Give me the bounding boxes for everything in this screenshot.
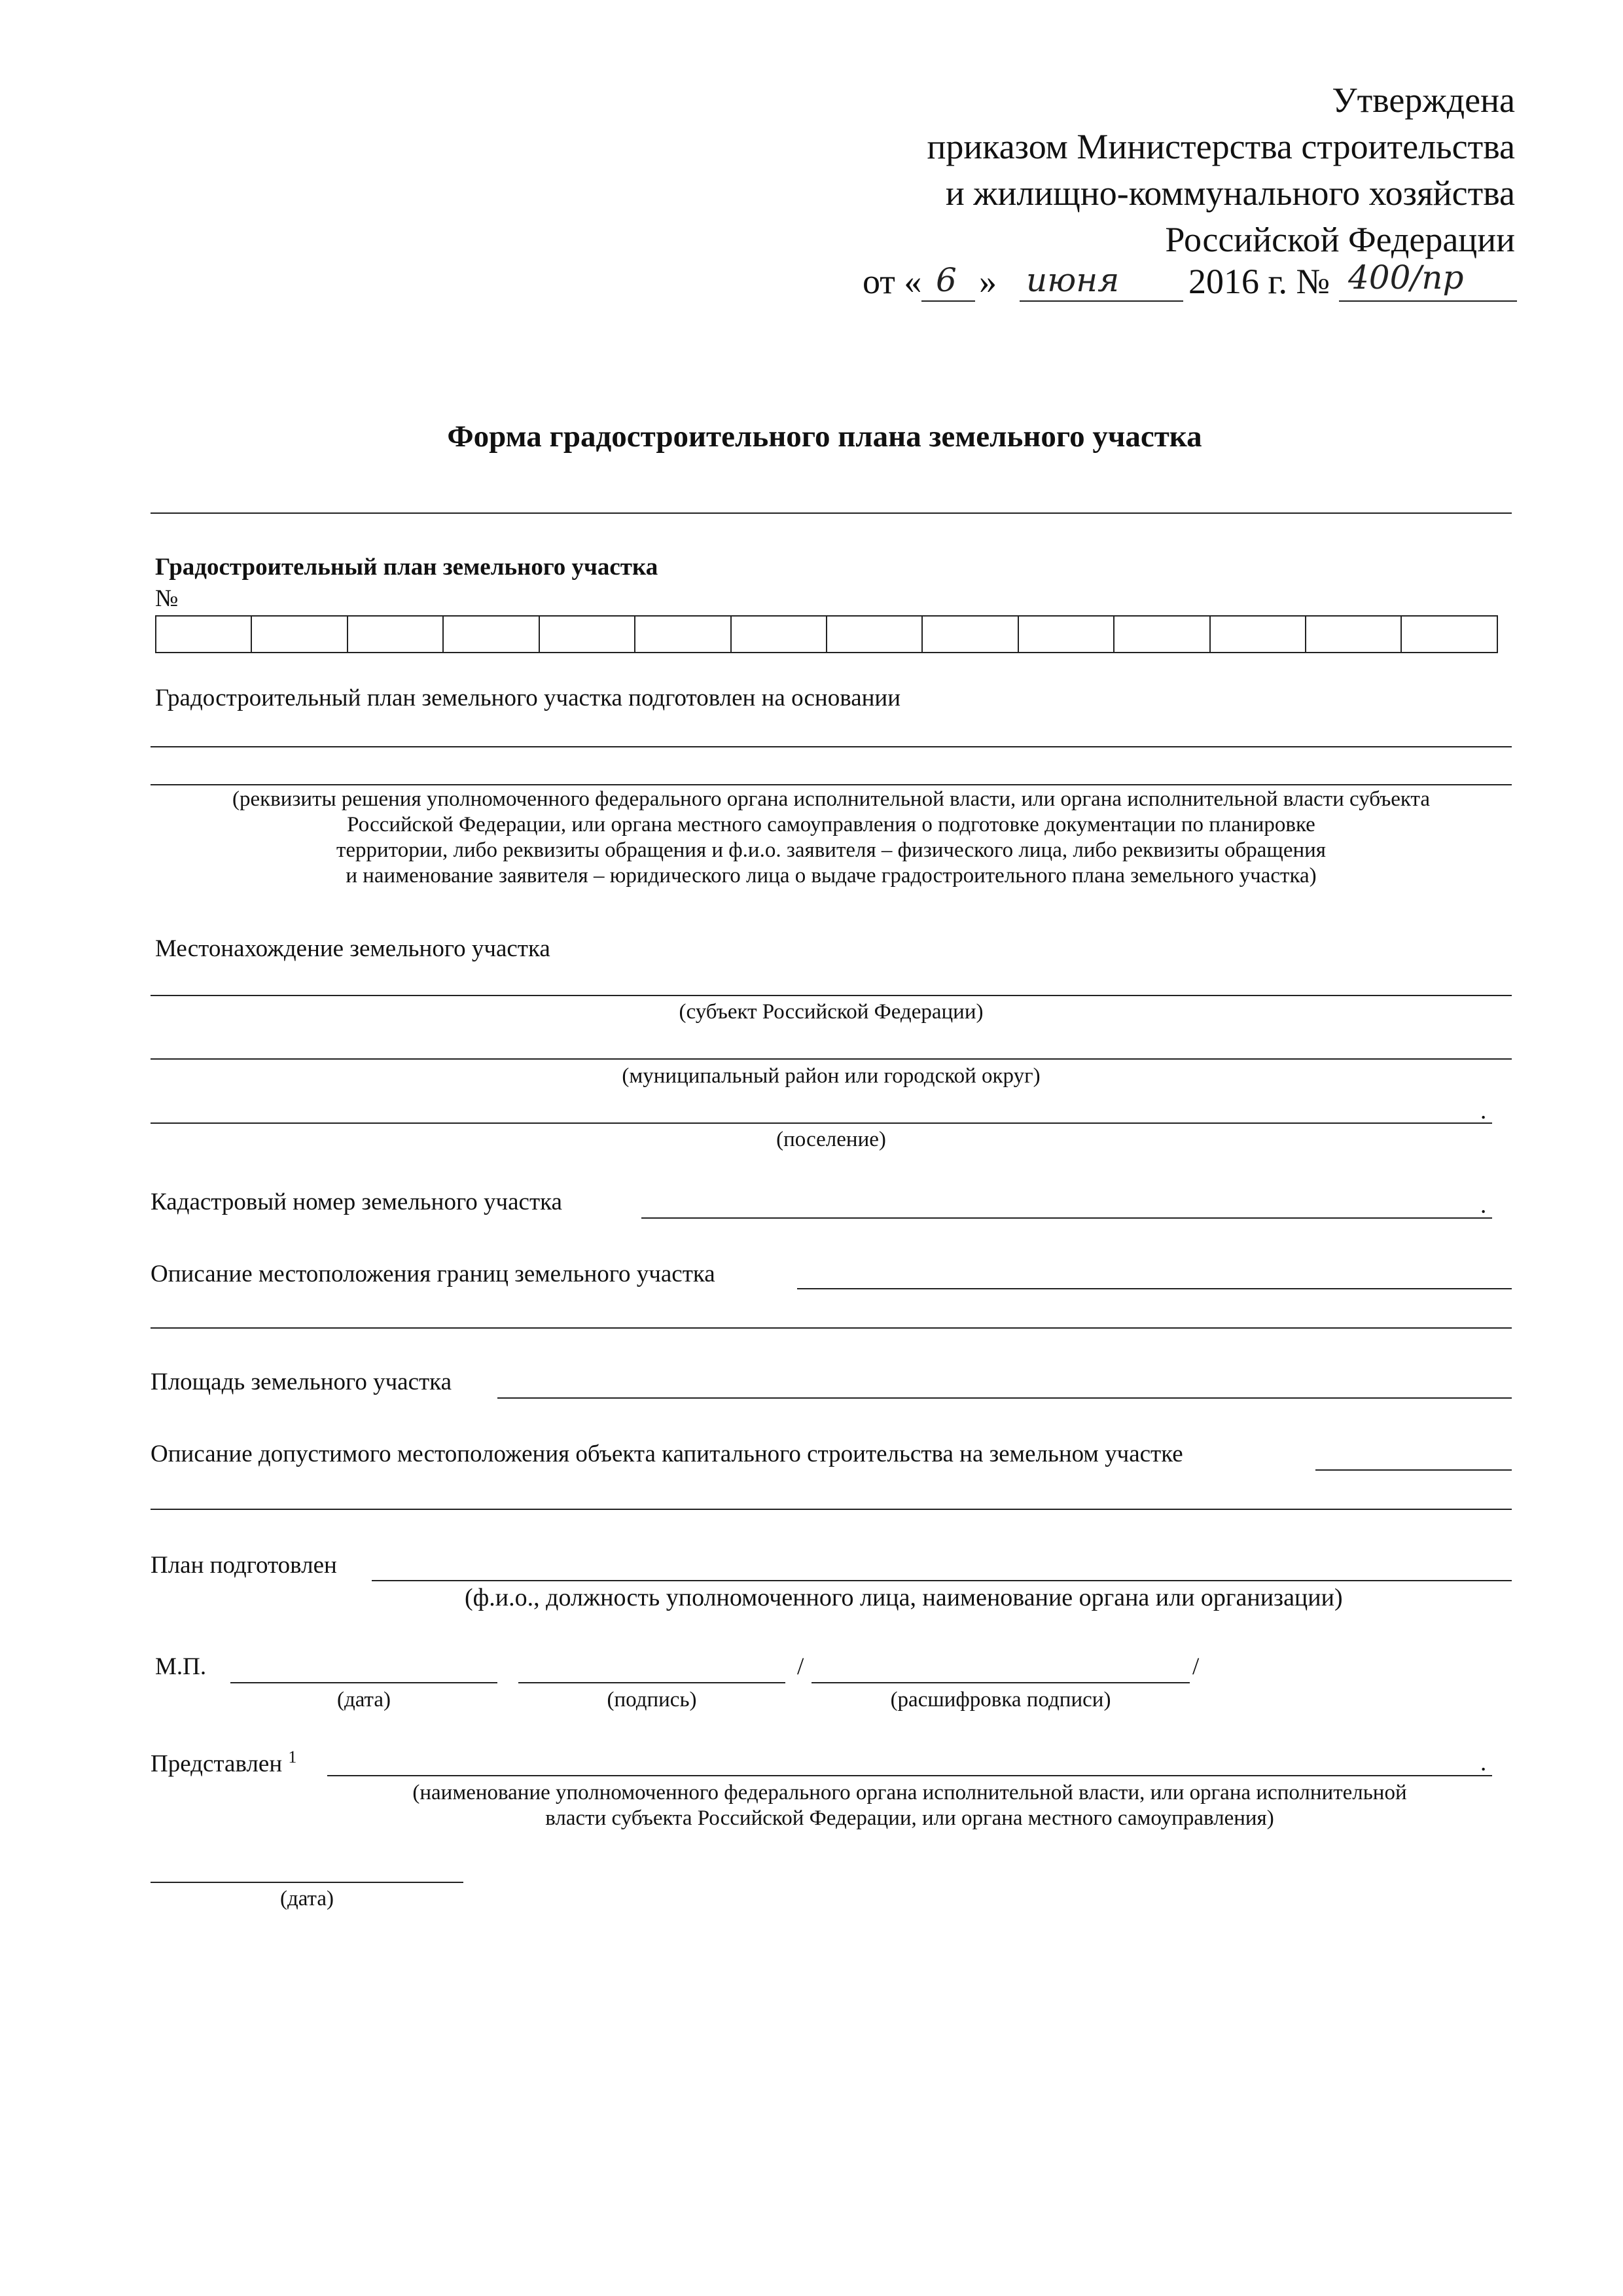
title-rule — [151, 512, 1512, 514]
plan-number-cell[interactable] — [1305, 617, 1400, 652]
decoding-caption: (расшифровка подписи) — [890, 1688, 1111, 1712]
basis-caption-line-2: Российской Федерации, или органа местного самоуправления о подготовке документации по планировке — [347, 813, 1315, 836]
stamp-label: М.П. — [155, 1653, 207, 1680]
plan-number-cell[interactable] — [730, 617, 826, 652]
subject-line[interactable] — [151, 995, 1512, 996]
boundaries-field-1[interactable] — [797, 1288, 1512, 1289]
approval-line-2: приказом Министерства строительства — [927, 127, 1515, 166]
sign-date-caption: (дата) — [336, 1688, 391, 1712]
handwritten-order-number: 400/пр — [1348, 259, 1464, 296]
placement-label: Описание допустимого местоположения объекта капитального строительства на земельном участке — [151, 1441, 1183, 1467]
plan-header: Градостроительный план земельного участка — [155, 554, 658, 581]
settlement-line[interactable] — [151, 1122, 1492, 1124]
presented-caption-line-2: власти субъекта Российской Федерации, или органа местного самоуправления) — [545, 1806, 1274, 1830]
approval-line-4: Российской Федерации — [1165, 220, 1515, 259]
plan-number-cell[interactable] — [1400, 617, 1496, 652]
plan-number-cell[interactable] — [347, 617, 442, 652]
handwritten-month: июня — [1026, 261, 1120, 299]
date-mid: » — [979, 262, 997, 301]
presented-caption — [327, 1780, 1492, 1831]
decoding-field[interactable] — [812, 1682, 1190, 1683]
district-caption: (муниципальный район или городской округ) — [622, 1064, 1041, 1088]
basis-line-2[interactable] — [151, 784, 1512, 785]
presented-label — [151, 1748, 296, 1778]
presented-footnote: 1 — [288, 1748, 297, 1767]
page-title: Форма градостроительного плана земельного участка — [447, 420, 1202, 454]
plan-number-cell[interactable] — [826, 617, 921, 652]
plan-number-cell[interactable] — [251, 617, 346, 652]
basis-label: Градостроительный план земельного участка подготовлен на основании — [155, 685, 901, 711]
plan-number-cell[interactable] — [1018, 617, 1113, 652]
date-year: 2016 г. № — [1188, 262, 1330, 301]
basis-caption — [151, 787, 1512, 889]
settlement-period: . — [1480, 1098, 1487, 1124]
cadastral-period: . — [1480, 1192, 1487, 1219]
basis-line-1[interactable] — [151, 746, 1512, 747]
sign-date-field[interactable] — [230, 1682, 497, 1683]
slash-2: / — [1192, 1653, 1200, 1680]
basis-caption-line-1: (реквизиты решения уполномоченного федерального органа исполнительной власти, или органа исполнительной власти субъекта — [232, 787, 1431, 811]
plan-number-cell[interactable] — [442, 617, 538, 652]
plan-number-cell[interactable] — [539, 617, 634, 652]
presented-caption-line-1: (наименование уполномоченного федерального органа исполнительной власти, или органа исполнительной — [412, 1781, 1407, 1804]
basis-caption-line-4: и наименование заявителя – юридического лица о выдаче градостроительного плана земельного участка) — [346, 864, 1317, 888]
settlement-caption: (поселение) — [776, 1128, 886, 1151]
date-prefix: от « — [863, 262, 922, 301]
final-date-field[interactable] — [151, 1882, 463, 1883]
presented-field[interactable] — [327, 1775, 1492, 1776]
number-sign: № — [155, 585, 179, 612]
basis-caption-line-3: территории, либо реквизиты обращения и ф.и.о. заявителя – физического лица, либо реквизиты обращения — [336, 838, 1326, 862]
approval-line-1: Утверждена — [1332, 81, 1515, 120]
presented-period: . — [1480, 1749, 1487, 1776]
prepared-label: План подготовлен — [151, 1552, 337, 1579]
approval-line-3: и жилищно-коммунального хозяйства — [945, 173, 1515, 213]
plan-number-cell[interactable] — [1209, 617, 1305, 652]
area-field[interactable] — [497, 1397, 1512, 1399]
approval-date-line — [863, 259, 1517, 306]
placement-field-2[interactable] — [151, 1509, 1512, 1510]
plan-number-cell[interactable] — [921, 617, 1017, 652]
subject-caption: (субъект Российской Федерации) — [679, 1000, 984, 1024]
plan-number-cell[interactable] — [1113, 617, 1209, 652]
boundaries-label: Описание местоположения границ земельного участка — [151, 1261, 715, 1287]
prepared-caption: (ф.и.о., должность уполномоченного лица, наименование органа или организации) — [465, 1584, 1343, 1611]
signature-caption: (подпись) — [607, 1688, 697, 1712]
signature-field[interactable] — [518, 1682, 785, 1683]
slash-1: / — [797, 1653, 804, 1680]
placement-field-1[interactable] — [1315, 1469, 1512, 1471]
plan-number-cell[interactable] — [634, 617, 730, 652]
presented-text: Представлен — [151, 1750, 283, 1778]
final-date-caption: (дата) — [279, 1887, 334, 1910]
prepared-field[interactable] — [372, 1580, 1512, 1581]
district-line[interactable] — [151, 1058, 1512, 1060]
plan-number-cells[interactable] — [155, 615, 1498, 653]
boundaries-field-2[interactable] — [151, 1327, 1512, 1329]
area-label: Площадь земельного участка — [151, 1369, 452, 1395]
location-label: Местонахождение земельного участка — [155, 935, 550, 962]
cadastral-number-field[interactable] — [641, 1217, 1492, 1219]
cadastral-label: Кадастровый номер земельного участка — [151, 1189, 562, 1215]
plan-number-cell[interactable] — [156, 617, 251, 652]
approval-block — [730, 77, 1515, 263]
handwritten-day: 6 — [936, 261, 957, 299]
